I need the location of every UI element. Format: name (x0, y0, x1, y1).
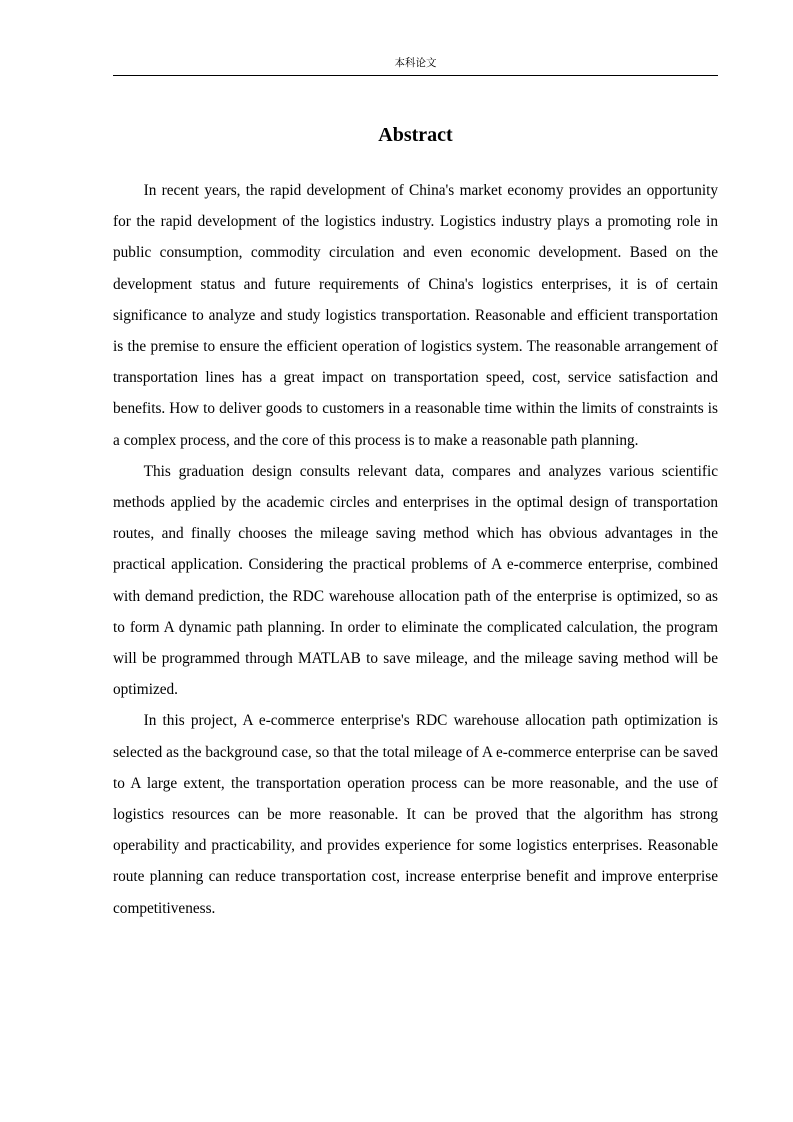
abstract-body (113, 175, 718, 924)
header-text: 本科论文 (394, 57, 437, 69)
abstract-paragraph-1: In recent years, the rapid development of China's market economy provides an opportunity for the rapid development of the logistics industry. Logistics industry plays a promoting role in public consumption, commodity circulation and even economic development. Based on the development status and future requirements of China's logistics enterprises, it is of certain significance to analyze and study logistics transportation. Reasonable and efficient transportation is the premise to ensure the efficient operation of logistics system. The reasonable arrangement of transportation lines has a great impact on transportation speed, cost, service satisfaction and benefits. How to deliver goods to customers in a reasonable time within the limits of constraints is a complex process, and the core of this process is to make a reasonable path planning. (113, 182, 718, 449)
abstract-title: Abstract (378, 124, 453, 146)
page-header (113, 56, 718, 76)
abstract-paragraph-2: This graduation design consults relevant data, compares and analyzes various scientific methods applied by the academic circles and enterprises in the optimal design of transportation routes, and finally chooses the mileage saving method which has obvious advantages in the practical application. Considering the practical problems of A e-commerce enterprise, combined with demand prediction, the RDC warehouse allocation path of the enterprise is optimized, so as to form A dynamic path planning. In order to eliminate the complicated calculation, the program will be programmed through MATLAB to save mileage, and the mileage saving method will be optimized. (113, 462, 718, 699)
abstract-paragraph-3: In this project, A e-commerce enterprise's RDC warehouse allocation path optimization is selected as the background case, so that the total mileage of A e-commerce enterprise can be saved to A large extent, the transportation operation process can be more reasonable, and the use of logistics resources can be more reasonable. It can be proved that the algorithm has strong operability and practicability, and provides experience for some logistics enterprises. Reasonable route planning can reduce transportation cost, increase enterprise benefit and improve enterprise competitiveness. (113, 712, 718, 917)
